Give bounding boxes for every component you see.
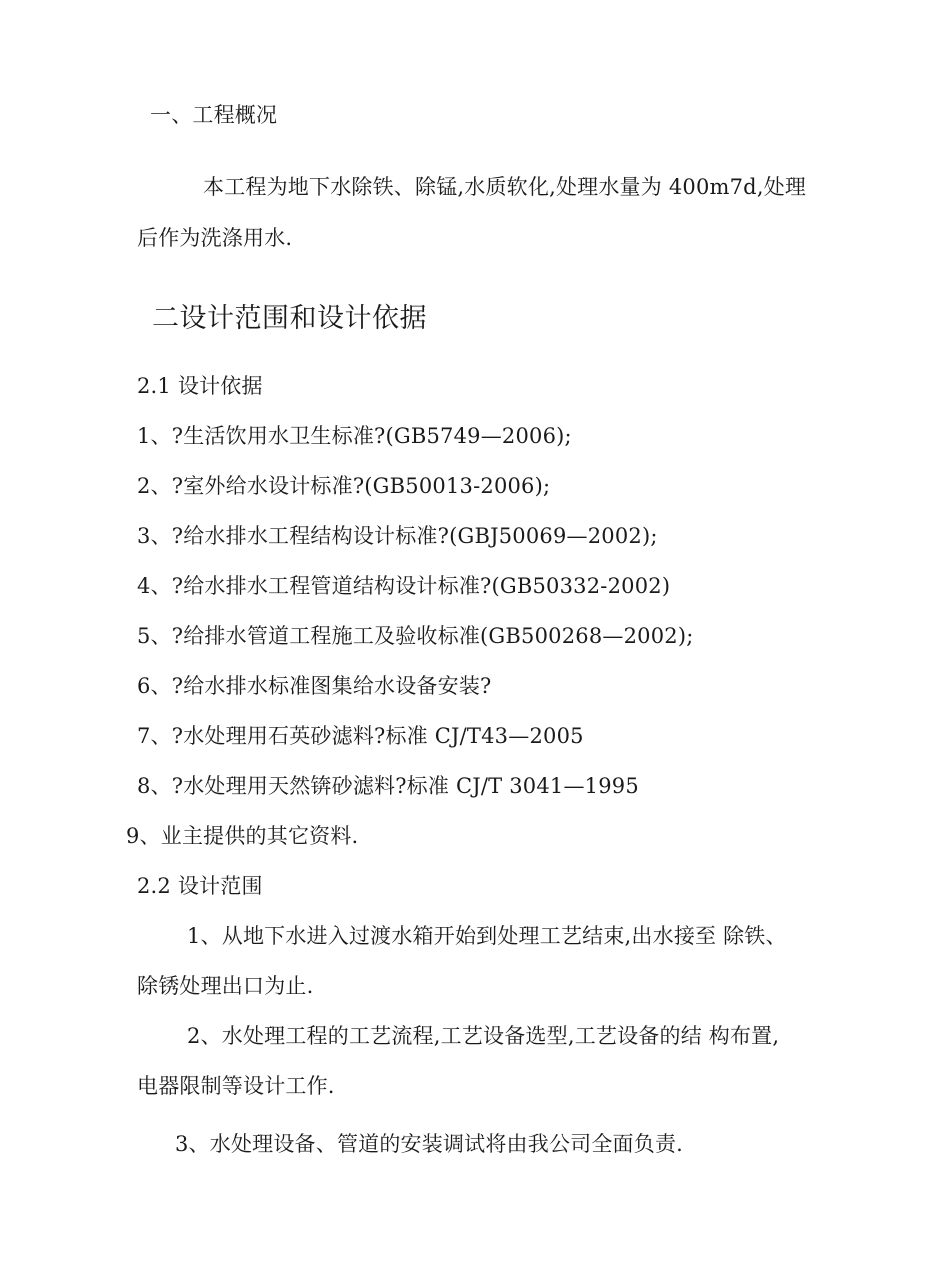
subsection-2-2-heading: 2.2 设计范围 (137, 874, 263, 898)
basis-item: 8、?水处理用天然锛砂滤料?标准 CJ/T 3041—1995 (137, 774, 639, 798)
basis-item: 4、?给水排水工程管道结构设计标准?(GB50332-2002) (137, 574, 671, 598)
scope-item-2-line-1: 2、水处理工程的工艺流程,工艺设备选型,工艺设备的结 构布置, (187, 1024, 780, 1048)
section-2-heading: 二设计范围和设计依据 (152, 303, 427, 334)
basis-item: 1、?生活饮用水卫生标准?(GB5749—2006); (137, 424, 572, 448)
basis-item: 2、?室外给水设计标准?(GB50013-2006); (137, 474, 551, 498)
section-1-heading: 一、工程概况 (150, 103, 278, 127)
subsection-2-1-heading: 2.1 设计依据 (137, 374, 263, 398)
scope-item-2-line-2: 电器限制等设计工作. (137, 1074, 335, 1098)
basis-item: 7、?水处理用石英砂滤料?标准 CJ/T43—2005 (137, 724, 584, 748)
basis-item: 5、?给排水管道工程施工及验收标准(GB500268—2002); (137, 624, 694, 648)
basis-item: 3、?给水排水工程结构设计标准?(GBJ50069—2002); (137, 524, 658, 548)
scope-item-3: 3、水处理设备、管道的安装调试将由我公司全面负责. (175, 1132, 684, 1156)
basis-item: 9、业主提供的其它资料. (126, 824, 359, 848)
basis-item: 6、?给水排水标准图集给水设备安装? (137, 674, 492, 698)
section-1-paragraph-line-2: 后作为洗涤用水. (137, 226, 293, 250)
scope-item-1-line-2: 除锈处理出口为止. (137, 974, 314, 998)
section-1-paragraph-line-1: 本工程为地下水除铁、除锰,水质软化,处理水量为 400m7d,处理 (203, 175, 807, 199)
scope-item-1-line-1: 1、从地下水进入过渡水箱开始到处理工艺结束,出水接至 除铁、 (187, 924, 787, 948)
